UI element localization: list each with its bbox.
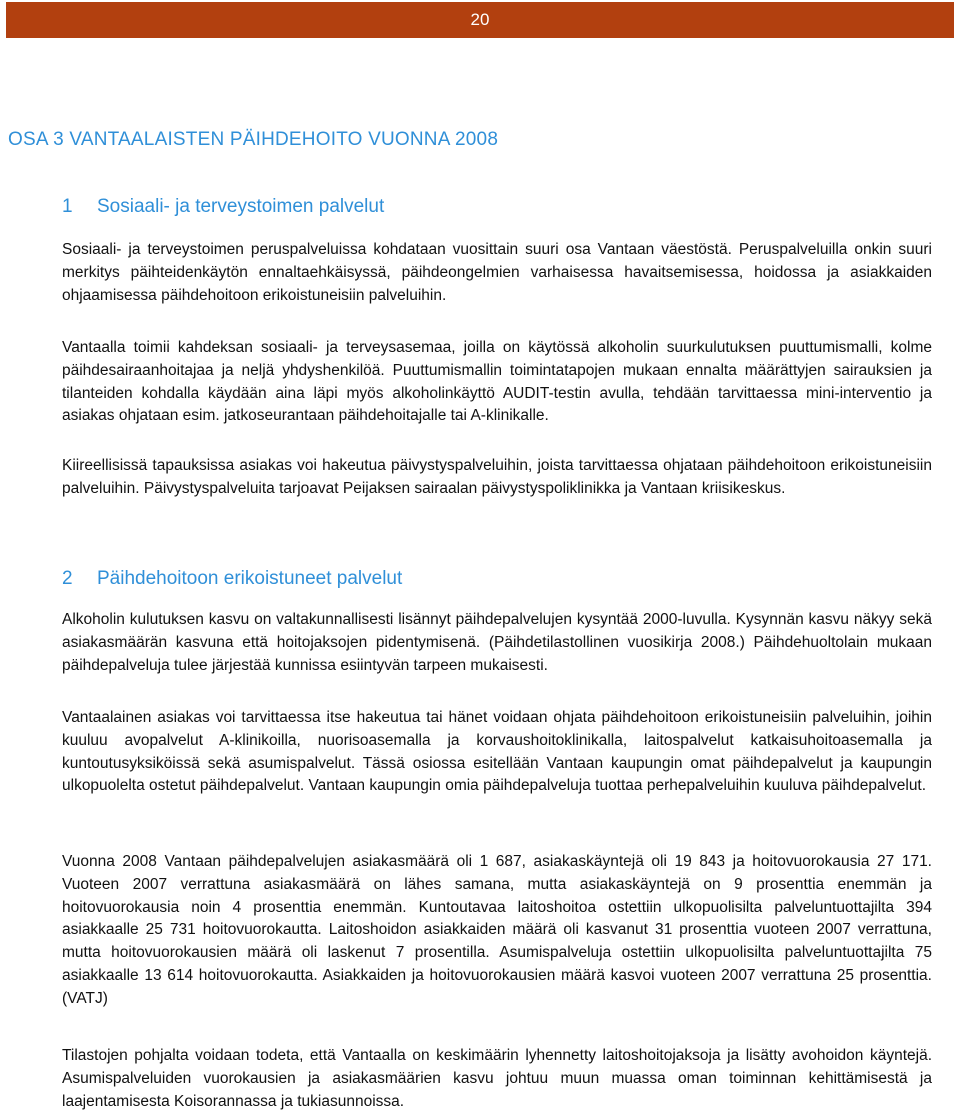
body-paragraph: Vantaalla toimii kahdeksan sosiaali- ja terveysasemaa, joilla on käytössä alkoholin suurkulutuksen puuttumismalli, kolme päihdesairaanhoitajaa ja neljä yhdyshenkilöä. Puuttumismallin toimintatapojen mukaan ennalta määrättyjen sairauksien ja tilanteiden kohdalla käydään aina läpi myös alkoholinkäyttö AUDIT-testin avulla, tehdään tarvittaessa mini-interventio ja asiakas ohjataan esim. jatkoseurantaan päihdehoitajalle tai A-klinikalle. [62, 339, 932, 425]
body-paragraph: Vuonna 2008 Vantaan päihdepalvelujen asiakasmäärä oli 1 687, asiakaskäyntejä oli 19 843 ja hoitovuorokausia 27 171. Vuoteen 2007 verrattuna asiakasmäärä on lähes samana, mutta asiakaskäyntejä on 9 prosenttia enemmän ja hoitovuorokausia noin 4 prosenttia enemmän. Kuntoutavaa laitoshoitoa ostettiin ulkopuolisilta palveluntuottajilta 394 asiakkaalle 25 731 hoitovuorokautta. Laitoshoidon asiakkaiden määrä oli kasvanut 31 prosenttia vuoteen 2007 verrattuna, mutta hoitovuorokausien määrä oli laskenut 7 prosentilla. Asumispalveluja ostettiin ulkopuolisilta palveluntuottajilta 75 asiakkaalle 13 614 hoitovuorokautta. Asiakkaiden ja hoitovuorokausien määrä kasvoi vuoteen 2007 verrattuna 25 prosenttia. (VATJ) [62, 853, 932, 1007]
body-paragraph: Sosiaali- ja terveystoimen peruspalveluissa kohdataan vuosittain suuri osa Vantaan väestöstä. Peruspalveluilla onkin suuri merkitys päihteidenkäytön ennaltaehkäisyssä, päihdeongelmien varhaisessa havaitsemisessa, hoidossa ja asiakkaiden ohjaamisessa päihdehoitoon erikoistuneisiin palveluihin. [62, 241, 932, 304]
chapter-heading [62, 196, 384, 218]
chapter-title: Sosiaali- ja terveystoimen palvelut [97, 196, 385, 217]
chapter-title: Päihdehoitoon erikoistuneet palvelut [97, 568, 403, 589]
body-paragraph: Kiireellisissä tapauksissa asiakas voi hakeutua päivystyspalveluihin, joista tarvittaessa ohjataan päihdehoitoon erikoistuneisiin palveluihin. Päivystyspalveluita tarjoavat Peijaksen sairaalan päivystyspoliklinikka ja Vantaan kriisikeskus. [62, 457, 932, 497]
page-header-band [6, 2, 954, 38]
chapter-number: 2 [62, 568, 73, 589]
body-paragraph: Alkoholin kulutuksen kasvu on valtakunnallisesti lisännyt päihdepalvelujen kysyntää 2000-luvulla. Kysynnän kasvu näkyy sekä asiakasmäärän kasvuna että hoitojaksojen pidentymisenä. (Päihdetilastollinen vuosikirja 2008.) Päihdehuoltolain mukaan päihdepalveluja tulee järjestää kunnissa esiintyvän tarpeen mukaisesti. [62, 611, 932, 674]
section-heading: OSA 3 VANTAALAISTEN PÄIHDEHOITO VUONNA 2008 [8, 129, 499, 150]
chapter-heading [62, 568, 402, 590]
chapter-number: 1 [62, 196, 73, 217]
body-paragraph: Tilastojen pohjalta voidaan todeta, että Vantaalla on keskimäärin lyhennetty laitoshoitojaksoja ja lisätty avohoidon käyntejä. Asumispalveluiden vuorokausien ja asiakasmäärien kasvu johtuu muun muassa oman toiminnan kehittämisestä ja laajentamisesta Koisorannassa ja tukiasunnoissa. [62, 1047, 932, 1110]
page-number: 20 [470, 10, 490, 29]
body-paragraph: Vantaalainen asiakas voi tarvittaessa itse hakeutua tai hänet voidaan ohjata päihdehoitoon erikoistuneisiin palveluihin, joihin kuuluu avopalvelut A-klinikoilla, nuorisoasemalla ja korvaushoitoklinikalla, laitospalvelut katkaisuhoitoasemalla ja kuntoutusyksiköissä sekä asumispalvelut. Tässä osiossa esitellään Vantaan kaupungin omat päihdepalvelut ja kaupungin ulkopuolelta ostetut päihdepalvelut. Vantaan kaupungin omia päihdepalveluja tuottaa perhepalveluihin kuuluva päihdepalvelut. [62, 709, 932, 795]
